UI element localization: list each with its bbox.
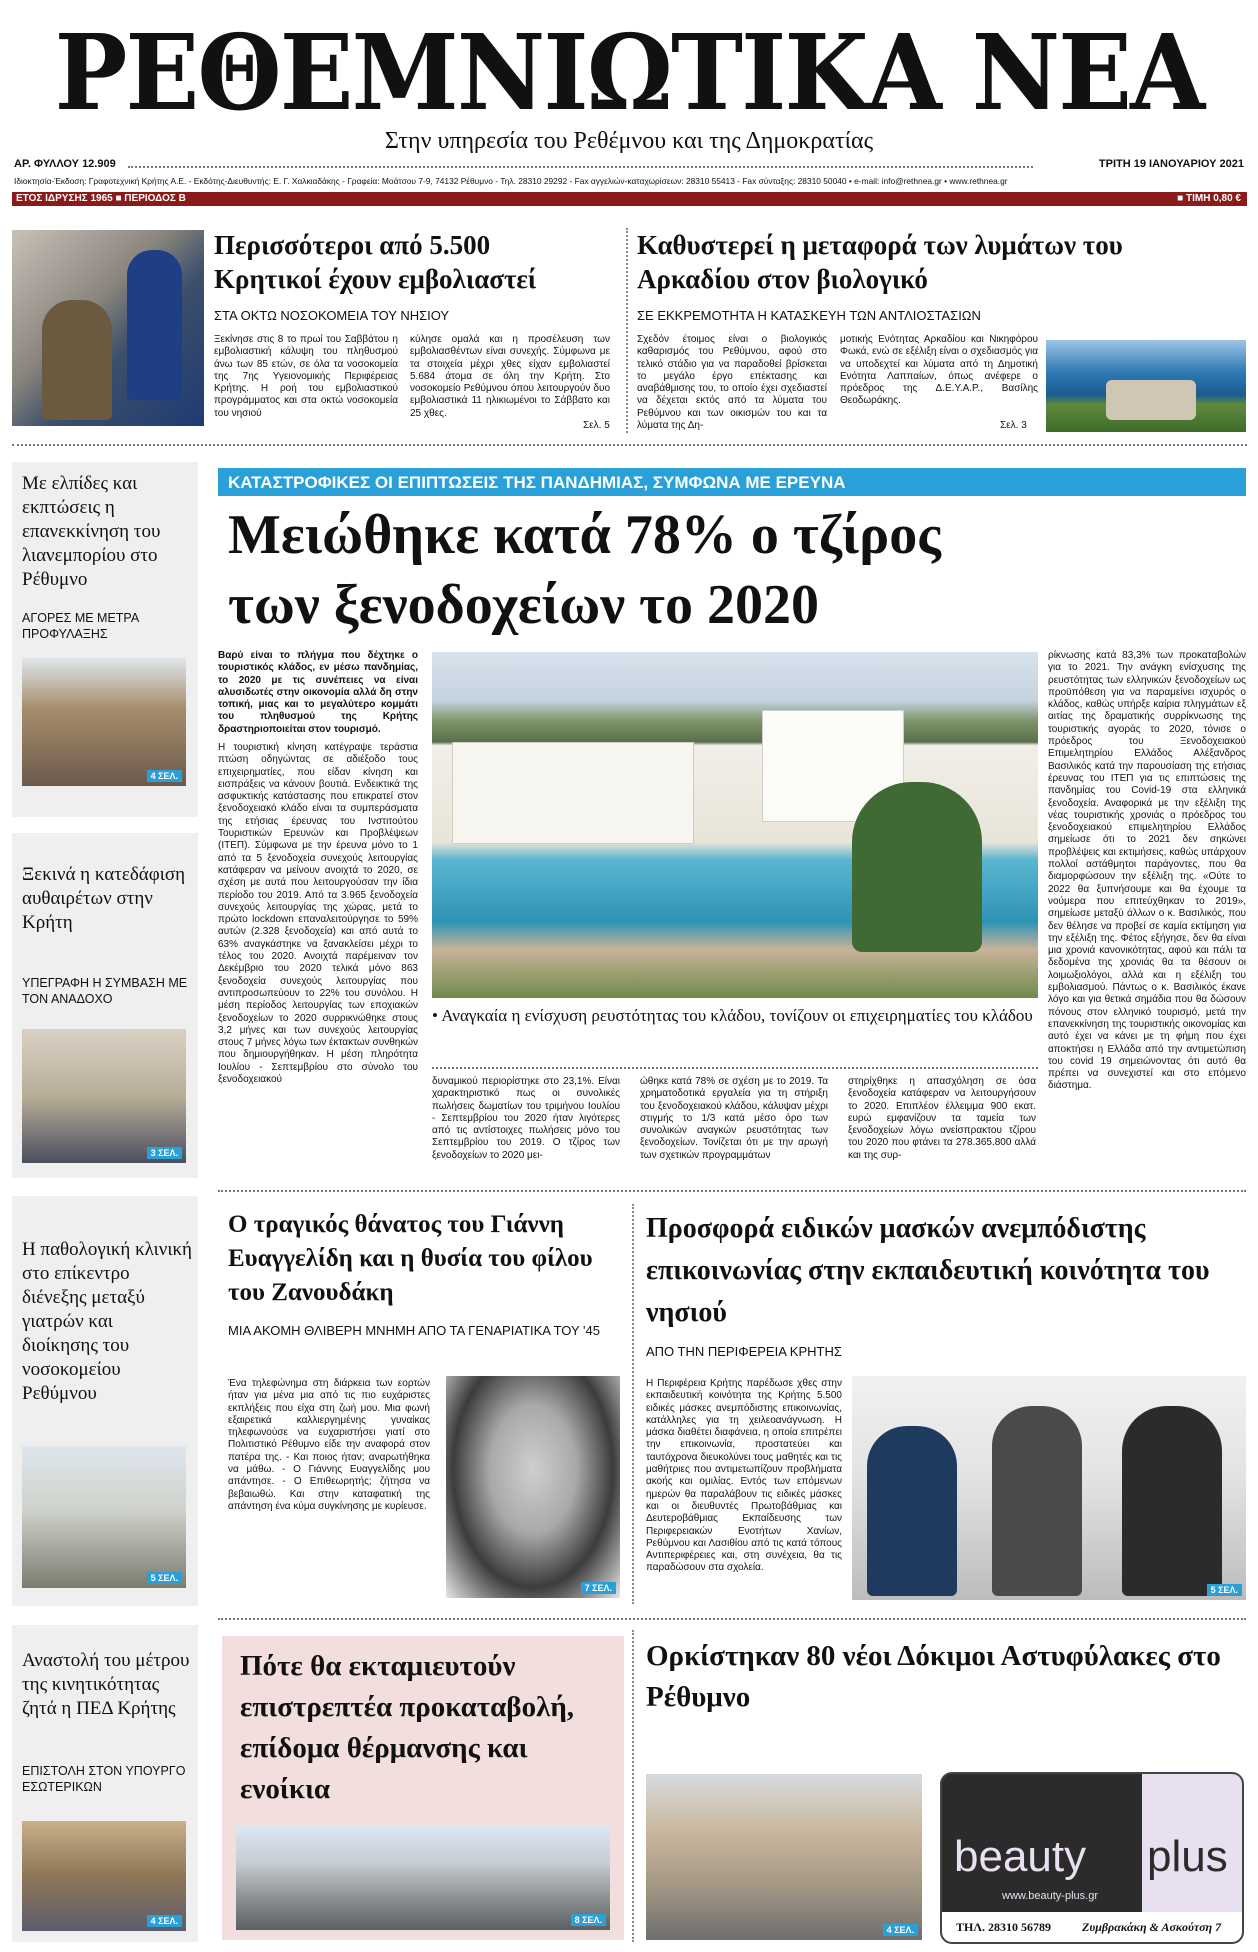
hospital-photo: [22, 1446, 186, 1588]
lead-bottom-col2: ώθηκε κατά 78% σε σχέση με το 2019. Τα χρηματοδοτικά εργαλεία για τη στήριξη του ξενοδοχειακού κλάδου, κάλυψαν μέχρι στιγμής το 1/3 κατά μέσο όρο των συνολικών αναγκών ρευστότητας των ξενοδοχείων. Τονίζεται ότι με την αρωγή των σχετικών προγραμμάτων: [640, 1076, 828, 1161]
police-headline: Ορκίστηκαν 80 νέοι Δόκιμοι Αστυφύλακες στο Ρέθυμνο: [646, 1640, 1221, 1713]
evangelidis-headline: Ο τραγικός θάνατος του Γιάννη Ευαγγελίδη και η θυσία του φίλου του Ζανουδάκη: [228, 1211, 593, 1306]
page-ref-badge: 5 ΣΕΛ.: [1207, 1584, 1242, 1596]
page-ref-badge: 4 ΣΕΛ.: [147, 770, 182, 782]
lead-bottom-col3: στηρίχθηκε η απασχόληση σε όσα ξενοδοχεία κατάφεραν να λειτουργήσουν το 2020. Επιπλέον έλλειμμα 900 εκατ. ευρώ εμφανίζουν τα ταμεία των ξενοδοχείων λόγω ανείσπρακτου τζίρου του 2020 που φτάνει τα 278.365.800 αλλά και της συρ-: [848, 1076, 1036, 1161]
founded-bar: [12, 192, 1247, 206]
page-ref-badge: 7 ΣΕΛ.: [581, 1582, 616, 1594]
sidebar-box-retail: [12, 462, 198, 817]
beauty-plus-ad[interactable]: [940, 1772, 1244, 1944]
hotel-photo: [432, 652, 1038, 998]
divider: [626, 228, 628, 433]
evangelidis-text: Ένα τηλεφώνημα στη διάρκεια των εορτών ήταν για μένα μια από τις πιο ευχάριστες εκπλήξεις που είχα στη ζωή μου. Μια φωνή εξαιρετικά καλλιεργημένης γυναίκας τηλεφωνούσε να ευχαριστήσει γιατί στο Πολιτιστικό Ρέθυμνο είδε την αναφορά στον πατέρα της. - Και ποιος ήταν; αναρωτήθηκα να μάθω. - Ο Γιάννης Ευαγγελίδης μου απάντησε. - Ο Επιθεωρητής; ζήτησα να βεβαιωθώ. Και στην καταφατική της απάντηση ένα κύμα συγκίνησης με κυρίευσε.: [228, 1378, 430, 1512]
masks-photo: [852, 1376, 1246, 1600]
sewage-page-ref: Σελ. 3: [1000, 420, 1027, 431]
lead-bottom-col1: δυναμικού περιορίστηκε στο 23,1%. Είναι χαρακτηριστικό πως οι συνολικές πωλήσεις δωματίων του τριμήνου Ιουλίου - Σεπτεμβρίου του 2020 ήταν λιγότερες από τις αντίστοιχες πωλήσεις μόνο του Σεπτεμβρίου του 2019. Ο τζίρος των ξενοδοχείων το 2020 μει-: [432, 1076, 620, 1161]
section-divider: [218, 1618, 1246, 1620]
sidebar-title-demolition: Ξεκινά η κατεδάφιση αυθαιρέτων στην Κρήτη: [22, 864, 186, 933]
lead-banner: [218, 468, 1246, 496]
meeting-photo: [22, 1821, 186, 1931]
sidebar-sub-retail: ΑΓΟΡΕΣ ΜΕ ΜΕΤΡΑ ΠΡΟΦΥΛΑΞΗΣ: [22, 611, 139, 641]
sidebar-box-ped: [12, 1625, 198, 1942]
sidebar-title-retail: Με ελπίδες και εκπτώσεις η επανεκκίνηση του λιανεμπορίου στο Ρέθυμνο: [22, 473, 161, 590]
signing-photo: [22, 1029, 186, 1163]
sewage-headline: Καθυστερεί η μεταφορά των λυμάτων του Αρκαδίου στον βιολογικό: [637, 230, 1123, 294]
evangelidis-kicker: ΜΙΑ ΑΚΟΜΗ ΘΛΙΒΕΡΗ ΜΝΗΜΗ ΑΠΟ ΤΑ ΓΕΝΑΡΙΑΤΙΚΑ ΤΟΥ '45: [228, 1323, 600, 1338]
sidebar-sub-demolition: ΥΠΕΓΡΑΦΗ Η ΣΥΜΒΑΣΗ ΜΕ ΤΟΝ ΑΝΑΔΟΧΟ: [22, 976, 188, 1006]
masks-kicker: ΑΠΟ ΤΗΝ ΠΕΡΙΦΕΡΕΙΑ ΚΡΗΤΗΣ: [646, 1344, 842, 1359]
allowance-headline: Πότε θα εκταμιευτούν επιστρεπτέα προκαταβολή, επίδομα θέρμανσης και ενοίκια: [240, 1650, 575, 1805]
arkadi-aerial-photo: [1046, 340, 1246, 432]
masks-text: Η Περιφέρεια Κρήτης παρέδωσε χθες στην εκπαιδευτική κοινότητα της Κρήτης 5.500 ειδικές μάσκες ανεμπόδιστης επικοινωνίας, κατάλληλες για τη χειλεοανάγνωση. Η μάσκα διαθέτει διαφάνεια, η οποία επιτρέπει την επικοινωνία, προστατεύει και ταυτόχρονα διευκολύνει τους μαθητές και τις μαθήτριες που αντιμετωπίζουν προβλήματα ακοής και ομιλίας. Εντός των επόμενων ημερών θα παραλάβουν τις ειδικές μάσκες και οι διευθυντές Πρωτοβάθμιας και Δευτεροβάθμιας Εκπαίδευσης των Περιφερειακών Ενοτήτων Χανίων, Ρεθύμνου και Λασιθίου από τις κατά τόπους Αντιπεριφέρειες και, στη συνέχεια, θα τις παραδώσουν στα σχολεία.: [646, 1378, 842, 1574]
sewage-kicker: ΣΕ ΕΚΚΡΕΜΟΤΗΤΑ Η ΚΑΤΑΣΚΕΥΗ ΤΩΝ ΑΝΤΛΙΟΣΤΑΣΙΩΝ: [637, 308, 981, 323]
sewage-col2: μοτικής Ενότητας Αρκαδίου και Νικηφόρου Φωκά, ενώ σε εξέλιξη είναι ο σχεδιασμός για να υποδεχτεί και λύματα από τη Δημοτική Ενότητα Λαππαίων, όπως ανέφερε ο πρόεδρος της Δ.Ε.Υ.Α.Ρ., Βασίλης Θεοδωράκης.: [840, 334, 1038, 407]
lead-banner-text: ΚΑΤΑΣΤΡΟΦΙΚΕΣ ΟΙ ΕΠΙΠΤΩΣΕΙΣ ΤΗΣ ΠΑΝΔΗΜΙΑΣ, ΣΥΜΦΩΝΑ ΜΕ ΕΡΕΥΝΑ: [228, 473, 846, 492]
ad-logo-plus: plus: [1147, 1832, 1228, 1881]
vaccination-col1: Ξεκίνησε στις 8 το πρωί του Σαββάτου η εμβολιαστική κάλυψη του πληθυσμού άνω των 85 ετών, σε όλα τα νοσοκομεία της 7ης Υγειονομικής Περιφέρειας Κρήτης. Η ροή του εμβολιαστικού προγράμματος και στα οκτώ νοσοκομεία του νησιού: [214, 334, 398, 419]
tagline: Στην υπηρεσία του Ρεθέμνου και της Δημοκρατίας: [384, 128, 874, 154]
issue-date: ΤΡΙΤΗ 19 ΙΑΝΟΥΑΡΙΟΥ 2021: [1098, 158, 1244, 170]
section-divider: [12, 444, 1247, 446]
page-ref-badge: 4 ΣΕΛ.: [883, 1924, 918, 1936]
vaccination-page-ref: Σελ. 5: [580, 420, 610, 431]
evangelidis-portrait: [446, 1376, 620, 1598]
hotel-photo-caption: • Αναγκαία η ενίσχυση ρευστότητας του κλάδου, τονίζουν οι επιχειρηματίες του κλάδου: [432, 1006, 1033, 1025]
sewage-col1: Σχεδόν έτοιμος είναι ο βιολογικός καθαρισμός του Ρεθύμνου, αφού στο τελικό στάδιο για να παραδοθεί βρίσκεται το μεγάλο έργο επέκτασης και αναβάθμισης του, το οποίο έχει σχεδιαστεί να δέχεται εκτός από τα λύματα του Ρεθύμνου και των οικισμών του και τα λύματα της Δη-: [637, 334, 827, 430]
price-text: ■ ΤΙΜΗ 0,80 €: [1177, 193, 1241, 204]
vaccination-photo: [12, 230, 204, 426]
ad-phone: ΤΗΛ. 28310 56789: [956, 1920, 1051, 1934]
ad-logo-beauty: beauty: [954, 1832, 1087, 1881]
lead-right-text: ρίκνωσης κατά 83,3% των προκαταβολών για το 2021. Την ανάγκη ενίσχυσης της ρευστότητας των ελληνικών ξενοδοχείων ως προϋπόθεση για να παραμείνει ισχυρός ο κλάδος, καθώς υπήρξε καίρια πληγμάτων εξ αιτίας της δραματικής συρρίκνωσης της τουριστικής αγοράς το 2020, τόνισε ο πρόεδρος του Ξενοδοχειακού Επιμελητηρίου Ελλάδος Αλέξανδρος Βασιλικός κατά την παρουσίαση της ετήσιας έρευνας του ΙΤΕΠ για τις επιπτώσεις της πανδημίας του Covid-19 στα ελληνικά ξενοδοχεία. Αναφορικά με την εξέλιξη της νέας τουριστικής χρονιάς ο πρόεδρος του ξενοδοχειακού επιμελητηρίου Ελλάδος σημείωσε ότι το 2021 δεν σηκώνει προβλέψεις και εκτιμήσεις, καθώς υπάρχουν πολλοί αστάθμητοι παράγοντες, που θα διαμορφώσουν την εξέλιξη της. «Ούτε το 2022 θα ξυπνήσουμε και θα έχουμε τα νούμερα που επιτεύχθηκαν το 2019», σημείωσε μεταξύ άλλων ο κ. Βασιλικός, που δεν θέλησε να προβεί σε καμία εκτίμηση για την εξέλιξη της. Φέτος εξήγησε, δεν θα είναι μια χρονιά κανονικότητας, αφού και πάλι τα δεδομένα της χρονιάς θα τα θέσουν οι λοιμωξιολόγοι, αλλά και η εξέλιξη του εμβολιασμού. Πάντως ο κ. Βασιλικός έκανε λόγο και για θετικά σημάδια που θα δώσουν πόνους στον ελληνικό τουρισμό, μετά την επανεκκίνηση της τουριστικής οικονομίας και αυτό έχει να κάνει με τη φήμη που έχει αποκτήσει η Ελλάδα από την αντιμετώπιση του covid 19 σημειώνοντας ότι αυτό θα πρέπει να συνεχιστεί και στο επόμενο διάστημα.: [1048, 650, 1246, 1092]
caption-rule: [432, 1067, 1038, 1069]
divider: [632, 1204, 634, 1604]
sidebar-box-clinic: [12, 1196, 198, 1606]
ad-footer: [942, 1912, 1242, 1942]
section-divider: [218, 1190, 1246, 1192]
vaccination-headline: Περισσότεροι από 5.500 Κρητικοί έχουν εμβολιαστεί: [214, 230, 537, 294]
ad-url: www.beauty-plus.gr: [1002, 1890, 1098, 1902]
issue-number: ΑΡ. ΦΥΛΛΟΥ 12.909: [14, 158, 116, 170]
page-ref-badge: 4 ΣΕΛ.: [147, 1915, 182, 1927]
police-ceremony-photo: [646, 1774, 922, 1940]
sidebar-sub-ped: ΕΠΙΣΤΟΛΗ ΣΤΟΝ ΥΠΟΥΡΓΟ ΕΣΩΤΕΡΙΚΩΝ: [22, 1764, 186, 1794]
sidebar-title-clinic: Η παθολογική κλινική στο επίκεντρο διένεξης μεταξύ γιατρών και διοίκησης του νοσοκομείου Ρεθύμνου: [22, 1239, 192, 1404]
divider: [632, 1630, 634, 1942]
masks-headline: Προσφορά ειδικών μασκών ανεμπόδιστης επικοινωνίας στην εκπαιδευτική κοινότητα του νησιού: [646, 1213, 1210, 1328]
page-ref-badge: 8 ΣΕΛ.: [571, 1914, 606, 1926]
publisher-info: Ιδιοκτησία-Έκδοση: Γραφοτεχνική Κρήτης Α.Ε. - Εκδότης-Διευθυντής: Ε. Γ. Χαλκιαδάκης - Γραφεία: Μοάτσου 7-9, 74132 Ρέθυμνο - Τηλ. 28310 29292 - Fax αγγελιών-καταχωρίσεων: 28310 55413 - Fax σύνταξης: 28310 50040 • e-mail: info@rethnea.gr • www.rethnea.gr: [14, 176, 1008, 186]
ad-address: Ζυμβρακάκη & Ασκούτση 7: [1082, 1920, 1222, 1934]
lead-left-text: Η τουριστική κίνηση κατέγραψε τεράστια πτώση οδηγώντας σε αδιέξοδο τους επιχειρηματίες, που είδαν κίνηση και εισπράξεις να κάνουν βουτιά. Ενδεικτικά της ασφυκτικής κατάστασης που επικρατεί στον ξενοδοχειακό κλάδο είναι τα συμπεράσματα της ετήσιας έρευνας του Ινστιτούτου Τουριστικών Ερευνών και Προβλέψεων (ΙΤΕΠ). Σύμφωνα με την έρευνα μόνο το 1 από τα 5 ξενοδοχεία συνεχούς λειτουργίας κατάφεραν να μείνουν ανοιχτά το 2020, σε σχέση με αυτά που λειτουργούσαν την ίδια περίοδο του 2019. Από τα 3.965 ξενοδοχεία συνεχούς λειτουργίας της χώρας, μετά το πρώτο lockdown επαναλειτούργησε το 59% αυτών (2.328 ξενοδοχεία) και από αυτά το 63% αναγκάστηκε να ξανακλείσει μέχρι το τέλος του 2020. Ανοιχτά παρέμειναν τον Δεκέμβριο του 2020 τελικά μόνο 863 ξενοδοχεία συνεχούς λειτουργίας που αντιπροσωπεύουν το 22% του συνόλου. Η μέση περίοδος λειτουργίας των εποχιακών ξενοδοχείων το 2020 συρρικνώθηκε στους 3,2 μήνες και των συνεχούς λειτουργίας στους 7 μήνες λόγω των έκτακτων συνθηκών που δημιουργήθηκαν. Η μέση πληρότητα Ιουλίου - Σεπτεμβρίου στο σύνολο του ξενοδοχειακού: [218, 742, 418, 1086]
sidebar-box-demolition: [12, 833, 198, 1178]
page-ref-badge: 3 ΣΕΛ.: [147, 1147, 182, 1159]
lead-intro: Βαρύ είναι το πλήγμα που δέχτηκε ο τουριστικός κλάδος, εν μέσω πανδημίας, το 2020 με τις συνέπειες να είναι αλυσιδωτές στην οικονομία αλλά δη στην τοπική, μιας και το μεγαλύτερο κομμάτι του πληθυσμού της Κρήτης δραστηριοποιείται στον τουρισμό.: [218, 650, 418, 735]
allowance-box: [222, 1636, 624, 1940]
page-ref-badge: 5 ΣΕΛ.: [147, 1572, 182, 1584]
vaccination-col2: κύλησε ομαλά και η προσέλευση των εμβολιασθέντων είναι συνεχής. Σύμφωνα με τα στοιχεία μέχρι χθες είχαν εμβολιαστεί 5.684 άτομα σε όλη την Κρήτη. Στο νοσοκομείο Ρεθύμνου όπου λειτουργούν δυο εμβολιαστικά 11 ηλικιωμένοι το Σάββατο και 25 χθες.: [410, 334, 610, 419]
vaccination-kicker: ΣΤΑ ΟΚΤΩ ΝΟΣΟΚΟΜΕΙΑ ΤΟΥ ΝΗΣΙΟΥ: [214, 308, 450, 323]
sidebar-title-ped: Αναστολή του μέτρου της κινητικότητας ζητά η ΠΕΔ Κρήτης: [22, 1650, 190, 1719]
lead-headline: Μειώθηκε κατά 78% ο τζίρος των ξενοδοχείων το 2020: [228, 504, 941, 636]
founded-text: ΕΤΟΣ ΙΔΡΥΣΗΣ 1965 ■ ΠΕΡΙΟΔΟΣ Β: [16, 193, 186, 204]
city-aerial-photo: [236, 1826, 610, 1930]
retail-street-photo: [22, 658, 186, 786]
newspaper-title: ΡΕΘΕΜΝΙΩΤΙΚΑ ΝΕΑ: [54, 11, 1204, 134]
